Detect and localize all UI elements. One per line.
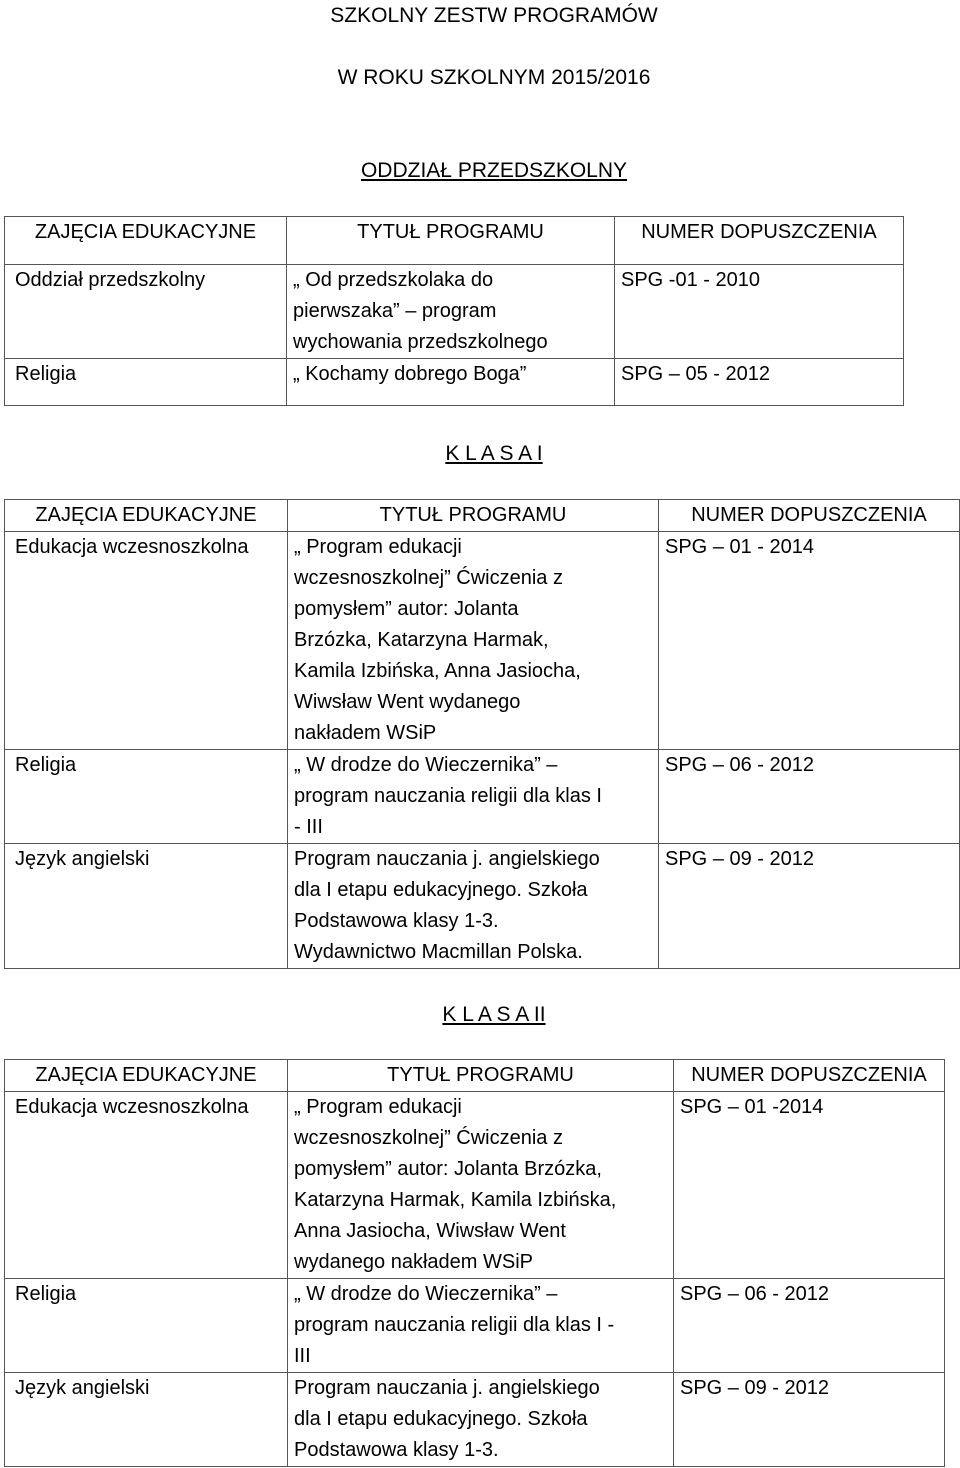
program-cell bbox=[288, 1279, 674, 1373]
program-line: program nauczania religii dla klas I - bbox=[294, 1314, 615, 1336]
table-row bbox=[5, 1373, 945, 1467]
table-header-row bbox=[5, 500, 960, 532]
table-row bbox=[5, 1092, 945, 1279]
table-class-2 bbox=[4, 1059, 945, 1467]
program-line: „ W drodze do Wieczernika” – bbox=[294, 754, 558, 776]
program-cell bbox=[288, 750, 659, 844]
school-year-line: W ROKU SZKOLNYM 2015/2016 bbox=[337, 66, 651, 89]
subject-cell: Język angielski bbox=[5, 844, 288, 969]
section-heading-class-1: K L A S A I bbox=[445, 442, 543, 465]
section-heading-class-2: K L A S A II bbox=[442, 1003, 546, 1026]
program-line: „ Kochamy dobrego Boga” bbox=[293, 362, 527, 385]
program-line: Program nauczania j. angielskiego bbox=[294, 848, 600, 870]
subject-cell: Oddział przedszkolny bbox=[5, 264, 287, 358]
column-header-number: NUMER DOPUSZCZENIA bbox=[615, 217, 904, 265]
column-header-subject: ZAJĘCIA EDUKACYJNE bbox=[5, 1060, 288, 1092]
column-header-program: TYTUŁ PROGRAMU bbox=[287, 217, 615, 265]
program-line: wydanego nakładem WSiP bbox=[294, 1251, 534, 1273]
program-cell bbox=[288, 532, 659, 750]
approval-number-cell: SPG – 06 - 2012 bbox=[674, 1279, 945, 1373]
program-line: Anna Jasiocha, Wiwsław Went bbox=[294, 1220, 566, 1242]
program-line: Kamila Izbińska, Anna Jasiocha, bbox=[294, 660, 581, 682]
program-line: program nauczania religii dla klas I bbox=[294, 785, 602, 807]
subject-cell: Religia bbox=[5, 358, 287, 406]
table-row bbox=[5, 844, 960, 969]
program-line: wczesnoszkolnej” Ćwiczenia z bbox=[294, 1127, 563, 1149]
program-line: „ Program edukacji bbox=[294, 1096, 462, 1118]
program-line: Program nauczania j. angielskiego bbox=[294, 1377, 600, 1399]
program-cell bbox=[288, 1373, 674, 1467]
program-line: Podstawowa klasy 1-3. bbox=[294, 1439, 499, 1461]
program-line: „ Program edukacji bbox=[294, 536, 462, 558]
column-header-program: TYTUŁ PROGRAMU bbox=[288, 1060, 674, 1092]
table-class-1 bbox=[4, 499, 960, 969]
column-header-number: NUMER DOPUSZCZENIA bbox=[674, 1060, 945, 1092]
program-line: wczesnoszkolnej” Ćwiczenia z bbox=[294, 567, 563, 589]
table-header-row bbox=[5, 217, 904, 265]
document-title: SZKOLNY ZESTW PROGRAMÓW bbox=[330, 4, 658, 27]
subject-cell: Religia bbox=[5, 750, 288, 844]
approval-number-cell: SPG – 09 - 2012 bbox=[674, 1373, 945, 1467]
approval-number-cell: SPG – 01 - 2014 bbox=[659, 532, 960, 750]
subject-cell: Język angielski bbox=[5, 1373, 288, 1467]
column-header-subject: ZAJĘCIA EDUKACYJNE bbox=[5, 500, 288, 532]
program-line: pierwszaka” – program bbox=[293, 299, 497, 322]
program-cell bbox=[288, 1092, 674, 1279]
table-row bbox=[5, 264, 904, 358]
program-line: Podstawowa klasy 1-3. bbox=[294, 910, 499, 932]
program-cell bbox=[287, 264, 615, 358]
table-row bbox=[5, 1279, 945, 1373]
program-line: pomysłem” autor: Jolanta bbox=[294, 598, 519, 620]
table-row bbox=[5, 532, 960, 750]
section-heading-preschool: ODDZIAŁ PRZEDSZKOLNY bbox=[360, 159, 628, 182]
column-header-program: TYTUŁ PROGRAMU bbox=[288, 500, 659, 532]
program-line: Wydawnictwo Macmillan Polska. bbox=[294, 941, 583, 963]
column-header-subject: ZAJĘCIA EDUKACYJNE bbox=[5, 217, 287, 265]
program-line: Katarzyna Harmak, Kamila Izbińska, bbox=[294, 1189, 617, 1211]
approval-number-cell: SPG – 06 - 2012 bbox=[659, 750, 960, 844]
subject-cell: Edukacja wczesnoszkolna bbox=[5, 532, 288, 750]
approval-number-cell: SPG – 09 - 2012 bbox=[659, 844, 960, 969]
approval-number-cell: SPG – 05 - 2012 bbox=[615, 358, 904, 406]
table-row bbox=[5, 750, 960, 844]
program-line: Brzózka, Katarzyna Harmak, bbox=[294, 629, 549, 651]
subject-cell: Edukacja wczesnoszkolna bbox=[5, 1092, 288, 1279]
program-cell bbox=[287, 358, 615, 406]
column-header-number: NUMER DOPUSZCZENIA bbox=[659, 500, 960, 532]
program-line: pomysłem” autor: Jolanta Brzózka, bbox=[294, 1158, 602, 1180]
table-preschool bbox=[4, 216, 904, 406]
program-line: dla I etapu edukacyjnego. Szkoła bbox=[294, 1408, 588, 1430]
approval-number-cell: SPG -01 - 2010 bbox=[615, 264, 904, 358]
program-cell bbox=[288, 844, 659, 969]
program-line: wychowania przedszkolnego bbox=[293, 330, 548, 353]
program-line: „ W drodze do Wieczernika” – bbox=[294, 1283, 558, 1305]
program-line: Wiwsław Went wydanego bbox=[294, 691, 521, 713]
table-header-row bbox=[5, 1060, 945, 1092]
approval-number-cell: SPG – 01 -2014 bbox=[674, 1092, 945, 1279]
table-row bbox=[5, 358, 904, 406]
program-line: - III bbox=[294, 816, 323, 838]
program-line: „ Od przedszkolaka do bbox=[293, 268, 494, 291]
subject-cell: Religia bbox=[5, 1279, 288, 1373]
program-line: nakładem WSiP bbox=[294, 722, 437, 744]
program-line: III bbox=[294, 1345, 311, 1367]
program-line: dla I etapu edukacyjnego. Szkoła bbox=[294, 879, 588, 901]
